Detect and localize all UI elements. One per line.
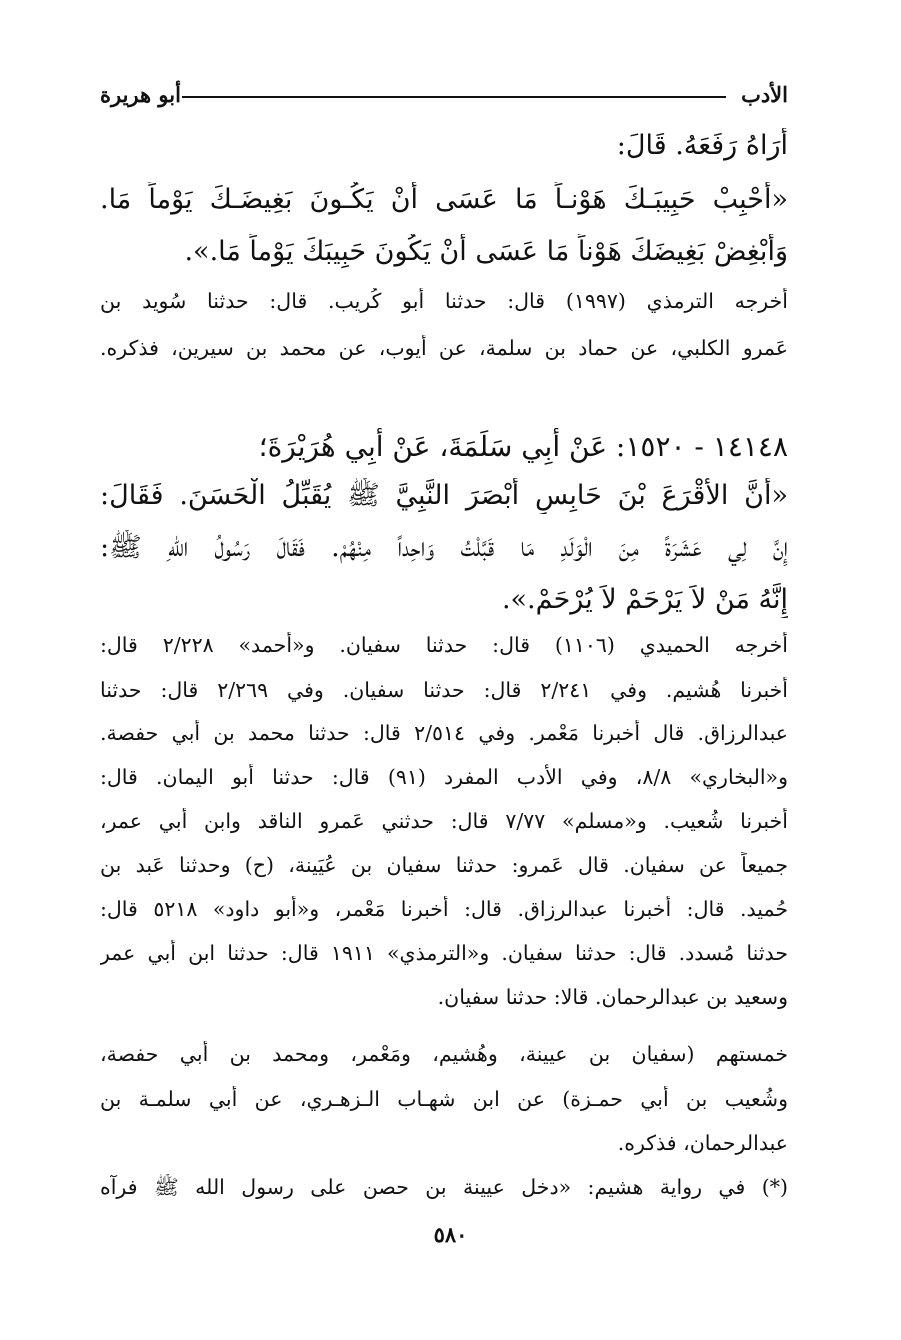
takhrij-main-line: أخرجه الحميدي (١١٠٦) قال: حدثنا سفيان. و«أحمد» ٢/٢٢٨ قال: <box>100 633 788 657</box>
takhrij-prev-line: عَمرو الكلبي، عن حماد بن سلمة، عن أيوب، عن محمد بن سيرين، فذكره. <box>100 336 788 360</box>
takhrij-main-line: و«البخاري» ٨/٨، وفي الأدب المفرد (٩١) قال: حدثنا أبو اليمان. قال: <box>100 765 788 789</box>
hadith-main-line: «أَنَّ الأَقْرَعَ بْنَ حَابِسٍ أَبْصَرَ النَّبِيَّ ﷺ يُقَبِّلُ الْحَسَنَ. فَقَالَ: <box>100 480 788 511</box>
takhrij-prev-line: أخرجه الترمذي (١٩٩٧) قال: حدثنا أبو كُريب. قال: حدثنا سُويد بن <box>100 289 788 313</box>
running-header <box>100 82 788 112</box>
header-rule <box>182 96 726 98</box>
footnote-line: (*) في رواية هشيم: «دخل عيينة بن حصن على رسول الله ﷺ فرآه <box>100 1175 788 1199</box>
hadith-number-line: ١٤١٤٨ - ١٥٢٠: عَنْ أَبِي سَلَمَةَ، عَنْ أَبِي هُرَيْرَةَ؛ <box>258 430 788 463</box>
summary-line: خمستهم (سفيان بن عيينة، وهُشيم، ومَعْمر، ومحمد بن أبي حفصة، <box>100 1042 788 1066</box>
takhrij-main-line: وسعيد بن عبدالرحمان. قالا: حدثنا سفيان. <box>437 985 788 1009</box>
header-narrator: أبو هريرة <box>100 82 181 107</box>
header-section-title: الأدب <box>741 82 788 107</box>
summary-line: عبدالرحمان، فذكره. <box>617 1131 788 1155</box>
takhrij-main-line: أخبرنا هُشيم. وفي ٢/٢٤١ قال: حدثنا سفيان. وفي ٢/٢٦٩ قال: حدثنا <box>100 678 788 702</box>
hadith-prev-line: أُرَاهُ رَفَعَهُ. قَالَ: <box>616 130 788 161</box>
page-number: ٥٨٠ <box>433 1222 468 1247</box>
takhrij-main-line: حدثنا مُسدد. قال: حدثنا سفيان. و«الترمذي» ١٩١١ قال: حدثنا ابن أبي عمر <box>100 941 788 965</box>
summary-line: وشُعيب بن أبي حمـزة) عن ابن شهـاب الـزهـري، عن أبي سلمـة بن <box>100 1087 788 1111</box>
takhrij-main-line: عبدالرزاق. قال أخبرنا مَعْمر. وفي ٢/٥١٤ قال: حدثنا محمد بن أبي حفصة. <box>100 721 788 745</box>
hadith-main-line: إِنَّ لِي عَشَرَةً مِنَ الْوَلَدِ مَا قَبَّلْتُ وَاحِداً مِنْهُمْ. فَقَالَ رَسُولُ اللهِ ﷺ: <box>100 532 788 563</box>
hadith-prev-line: «أَحْبِبْ حَبِيبَـكَ هَوْنـاً مَا عَسَى أَنْ يَكُـونَ بَغِيضَـكَ يَوْماً مَا. <box>100 184 788 215</box>
takhrij-main-line: جميعاً عن سفيان. قال عَمرو: حدثنا سفيان بن عُيَينة، (ح) وحدثنا عَبد بن <box>100 853 788 877</box>
hadith-prev-line: وَأَبْغِضْ بَغِيضَكَ هَوْناً مَا عَسَى أَنْ يَكُونَ حَبِيبَكَ يَوْماً مَا.». <box>184 236 788 267</box>
takhrij-main-line: أخبرنا شُعيب. و«مسلم» ٧/٧٧ قال: حدثني عَمرو الناقد وابن أبي عمر، <box>100 809 788 833</box>
takhrij-main-line: حُميد. قال: أخبرنا عبدالرزاق. قال: أخبرنا مَعْمر، و«أبو داود» ٥٢١٨ قال: <box>100 897 788 921</box>
hadith-main-line: إِنَّهُ مَنْ لاَ يَرْحَمْ لاَ يُرْحَمْ.». <box>501 584 788 615</box>
